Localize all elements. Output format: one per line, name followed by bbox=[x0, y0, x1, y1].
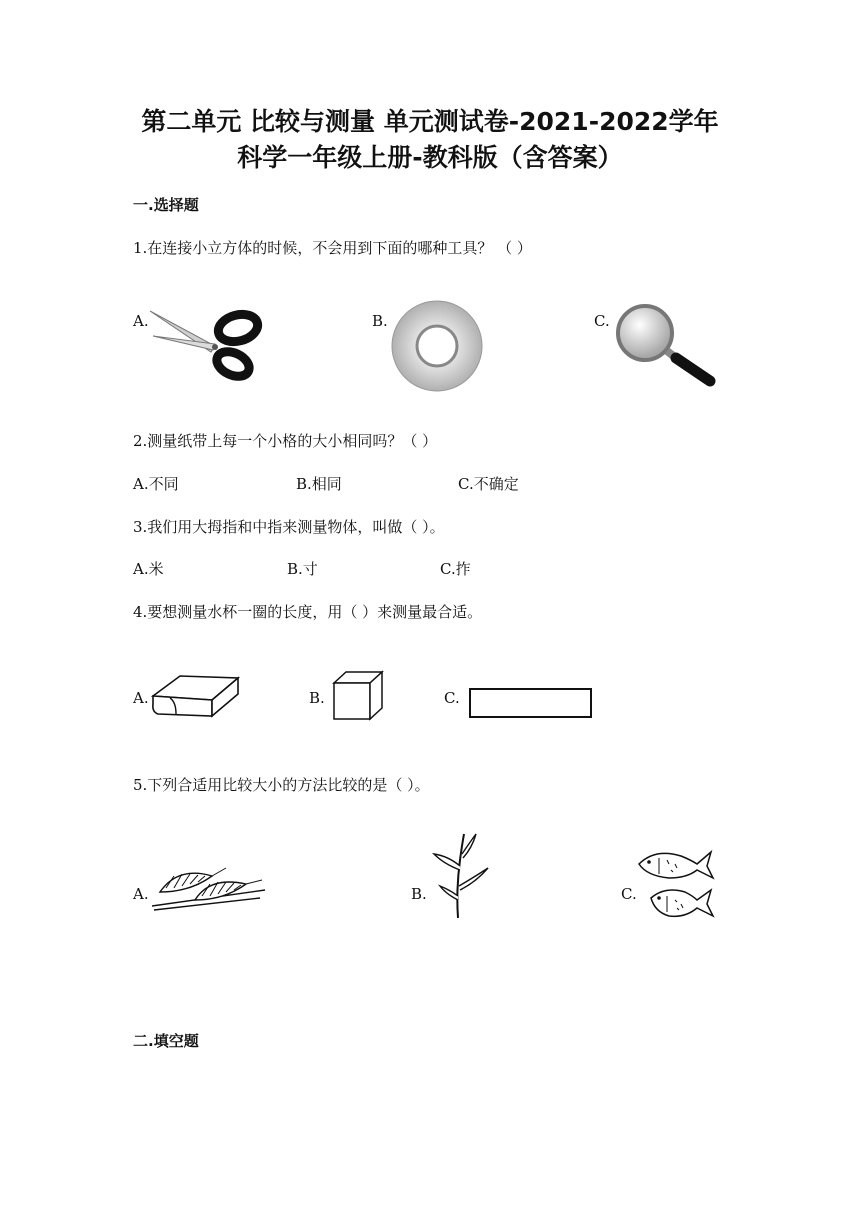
q1-option-c-label: C. bbox=[594, 312, 610, 330]
q1-option-b-label: B. bbox=[372, 312, 388, 330]
question-5-text: 5.下列合适用比较大小的方法比较的是（ ）。 bbox=[133, 776, 430, 794]
question-2-text: 2.测量纸带上每一个小格的大小相同吗？（ ） bbox=[133, 432, 438, 450]
paper-strip-icon bbox=[469, 688, 593, 720]
seedling-icon bbox=[430, 830, 492, 920]
section-heading-fill: 二.填空题 bbox=[133, 1032, 199, 1050]
q4-option-c-label: C. bbox=[444, 689, 460, 707]
question-4-text: 4.要想测量水杯一圈的长度，用（ ）来测量最合适。 bbox=[133, 603, 483, 621]
q3-option-c: C.拃 bbox=[440, 560, 471, 578]
cube-icon bbox=[331, 669, 385, 723]
wheat-icon bbox=[150, 862, 268, 914]
q2-option-a: A.不同 bbox=[133, 475, 179, 493]
q5-option-c-label: C. bbox=[621, 885, 637, 903]
question-3-text: 3.我们用大拇指和中指来测量物体，叫做（ ）。 bbox=[133, 518, 445, 536]
q4-option-a-label: A. bbox=[133, 689, 149, 707]
page-title-line2: 科学一年级上册-教科版（含答案） bbox=[237, 143, 623, 172]
q2-option-b: B.相同 bbox=[296, 475, 342, 493]
question-1-text: 1.在连接小立方体的时候，不会用到下面的哪种工具？ （ ） bbox=[133, 239, 532, 257]
fish-icon bbox=[637, 846, 715, 924]
q1-option-a-label: A. bbox=[133, 312, 149, 330]
q5-option-b-label: B. bbox=[411, 885, 427, 903]
q3-option-a: A.米 bbox=[133, 560, 164, 578]
section-heading-choice: 一.选择题 bbox=[133, 196, 199, 214]
magnifier-icon bbox=[612, 303, 722, 388]
q3-option-b: B.寸 bbox=[287, 560, 318, 578]
q4-option-b-label: B. bbox=[309, 689, 325, 707]
tape-roll-icon bbox=[390, 299, 485, 394]
q2-option-c: C.不确定 bbox=[458, 475, 519, 493]
scissors-icon bbox=[145, 306, 265, 381]
q5-option-a-label: A. bbox=[133, 885, 149, 903]
eraser-icon bbox=[150, 668, 242, 720]
page-title-line1: 第二单元 比较与测量 单元测试卷-2021-2022学年 bbox=[141, 107, 719, 136]
